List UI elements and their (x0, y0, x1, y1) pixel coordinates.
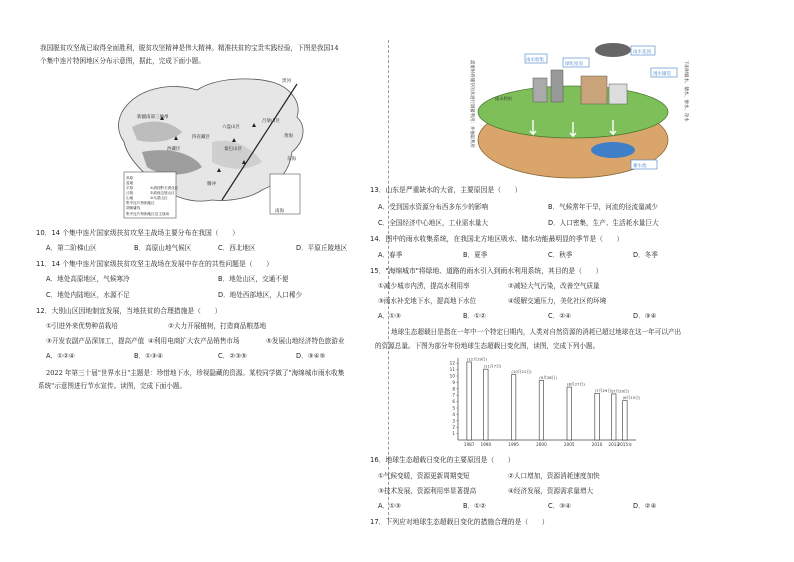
y-tick-label: 9 (452, 379, 455, 385)
q13-option-d[interactable]: D．人口密集，生产、生活耗水量巨大 (548, 219, 659, 227)
chart-bar (612, 394, 617, 440)
q15-item-3: ③雨水补充地下水，提高地下水位 (378, 297, 477, 305)
chart-bar (595, 393, 600, 440)
q12-option-b[interactable]: B．①③④ (134, 352, 163, 360)
y-tick-label: 7 (452, 392, 455, 398)
diagram-label: 雨水利用 (495, 96, 512, 101)
question-17: 17．下列应对地球生态超载日变化的措施合理的是（ ） (370, 518, 549, 526)
q10-option-d[interactable]: D．平原丘陵地区 (296, 244, 348, 252)
q15-option-d[interactable]: D．③④ (633, 312, 657, 320)
passage-intro-2b: 系统"示意图进行节水宣传。读图，完成下面小题。 (38, 382, 187, 390)
q10-option-c[interactable]: C．西北地区 (218, 244, 256, 252)
q13-option-c[interactable]: C．全国经济中心地区，工业需水量大 (378, 219, 489, 227)
legend-item: 平原 (126, 186, 134, 190)
q16-option-d[interactable]: D．②④ (633, 502, 657, 510)
legend-item: ②滇西边境山区 (150, 191, 175, 195)
bar-data-label: (8月27日) (567, 381, 585, 387)
q16-item-1: ①气候变暖，资源更新周期变短 (378, 472, 470, 480)
bar-data-label: (9月28日) (539, 375, 557, 381)
y-ticks (450, 361, 458, 436)
y-tick-label: 6 (452, 399, 455, 405)
passage-intro-1: 我国脱贫攻坚战已取得全面胜利，脱贫攻坚精神是伟大精神。精准扶贫的宝贵实践经验，下图是我国14 (40, 44, 339, 52)
legend-item: 山地 (126, 196, 134, 200)
passage-intro-3b: 的资源总量。下图为部分年份地球生态超载日变化图，读图，完成下列小题。 (375, 342, 600, 350)
map-label: 吕梁山区 (262, 119, 280, 124)
x-tick-label: 2005 (563, 442, 575, 447)
x-tick-label: 1995 (508, 442, 519, 447)
overshoot-day-chart (440, 354, 640, 450)
q12-item-4: ④利用电商扩大农产品销售市场 (148, 337, 240, 345)
storage-pool (591, 142, 635, 158)
q15-item-1: ①减少城市内涝，提高水利用率 (378, 282, 470, 290)
y-tick-label: 2 (452, 424, 455, 430)
q15-option-b[interactable]: B．①② (463, 312, 486, 320)
map-label: 黄海 (284, 134, 293, 139)
legend-item: 丘陵 (126, 191, 134, 195)
y-tick-label: 11 (449, 367, 455, 373)
q11-option-c[interactable]: C．地处内陆地区，水源不足 (46, 291, 130, 299)
bar-data-label: (7月29日) (594, 387, 613, 393)
y-tick-label: 12 (449, 360, 455, 366)
q16-item-3: ③技术发展，资源利用率显著提高 (378, 487, 477, 495)
q13-option-b[interactable]: B．气候常年干旱，河流的径流量减少 (548, 203, 659, 211)
bar-data-label: (6月15日) (622, 395, 640, 401)
bar-data-label: (12月19日) (466, 356, 488, 362)
legend-item: ①滇桂黔石漠化区 (150, 186, 179, 190)
q11-option-b[interactable]: B．地处山区，交通不便 (218, 275, 289, 283)
column-divider (388, 40, 389, 520)
x-tick-label: 2000 (536, 442, 547, 447)
q15-item-4: ④缓解交通压力，美化社区的环境 (508, 297, 607, 305)
building-icon (581, 76, 607, 104)
bar-data-label: (7月20日) (611, 388, 630, 394)
sponge-city-svg (463, 40, 693, 180)
chart-svg (440, 354, 640, 450)
q16-item-4: ④经济发展，资源需求量增大 (508, 487, 594, 495)
diagram-label: 蓄水池 (633, 164, 647, 169)
chart-bar (623, 401, 628, 440)
legend-item: 高原 (126, 176, 134, 180)
map-label: 西藏区 (167, 147, 181, 152)
diagram-label: 雨水花园 (633, 50, 651, 55)
legend-item: 胡焕庸线 (126, 206, 141, 210)
building-icon (551, 70, 563, 102)
legend-item: 集中连片特困地区 (126, 201, 155, 205)
map-label: 南海 (275, 209, 284, 214)
map-label: 新疆南部三地州 (137, 115, 169, 120)
x-tick-label: 1990 (480, 442, 492, 447)
diagram-label: 绿化屋顶 (565, 62, 583, 67)
q16-item-2: ②人口增加，资源消耗速度加快 (508, 472, 600, 480)
chart-bar (567, 387, 572, 440)
diagram-label: 透水铺装 (653, 72, 671, 77)
left-vertical-caption (469, 60, 476, 148)
q12-item-2: ②大力开展植树，打造商品粮基地 (168, 322, 267, 330)
question-16: 16．地球生态超载日变化的主要原因是（ ） (370, 456, 515, 464)
map-label: 东海 (287, 157, 296, 162)
x-tick-label: 2015年 (617, 442, 633, 447)
cloud-icon (595, 43, 631, 57)
diagram-caption: 需要时将储存的水进行调蓄利用：井抽取利用 (469, 60, 474, 148)
x-tick-label: 1987 (463, 442, 475, 447)
q12-item-1: ①引进外来优势种苗栽培 (46, 322, 118, 330)
china-poverty-map (112, 72, 312, 220)
question-12: 12．大别山区因地制宜发展，当地扶贫的合理措施是（ ） (36, 307, 222, 315)
chart-bar (467, 362, 472, 440)
chart-bars (467, 356, 640, 440)
q16-option-b[interactable]: B．①② (463, 502, 486, 510)
y-tick-label: 1 (452, 431, 455, 437)
south-sea-inset (270, 174, 300, 214)
q12-item-5: ⑤发展山地经济特色旅游业 (266, 337, 345, 345)
q10-option-b[interactable]: B．高原山地气候区 (134, 244, 192, 252)
chart-bar (539, 381, 544, 440)
q14-option-c[interactable]: C．秋季 (548, 251, 573, 259)
map-label: 黑河 (282, 79, 291, 84)
q13-option-a[interactable]: A．受到国水资源分布西多东少的影响 (378, 203, 489, 211)
q15-option-a[interactable]: A．①③ (378, 312, 401, 320)
q14-option-b[interactable]: B．夏季 (463, 251, 488, 259)
question-10: 10．14 个集中连片国家级扶贫攻坚主战场主要分布在我国（ ） (36, 229, 239, 237)
passage-intro-3: 地球生态超载日是指在一年中一个特定日期内，人类对自然资源的消耗已超过地球在这一年可以产出 (391, 328, 682, 336)
q10-option-a[interactable]: A．第二阶梯山区 (46, 244, 97, 252)
x-tick-label: 2013 (608, 442, 620, 447)
question-11: 11．14 个集中连片国家级扶贫攻坚主战场在发展中存在的共性问题是（ ） (36, 260, 273, 268)
legend-item: 盆地 (126, 181, 134, 185)
bar-data-label: (10月21日) (511, 369, 532, 375)
q15-item-2: ②减轻大气污染，改善空气质量 (508, 282, 600, 290)
q12-option-d[interactable]: D．③④⑤ (296, 352, 326, 360)
q16-option-c[interactable]: C．③④ (548, 502, 572, 510)
building-icon (533, 78, 547, 102)
map-label: 秦巴山区 (224, 147, 242, 152)
chart-bar (484, 369, 489, 440)
question-13: 13．山东是严重缺水的大省，主要原因是（ ） (370, 186, 522, 194)
q12-option-a[interactable]: A．①②④ (46, 352, 75, 360)
x-ticks (464, 441, 633, 448)
question-15: 15．"海绵城市"将绿地、道路的雨水引入到雨水利用系统，其目的是（ ） (370, 267, 603, 275)
q11-option-a[interactable]: A．地处高原地区，气候寒冷 (46, 275, 130, 283)
y-tick-label: 4 (452, 411, 455, 417)
map-label: 四省藏区 (192, 135, 210, 140)
q14-option-a[interactable]: A．春季 (378, 251, 403, 259)
q11-option-d[interactable]: D．地处西部地区，人口稀少 (218, 291, 303, 299)
chart-bar (511, 375, 516, 440)
passage-intro-2: 2022 年第三十届"世界水日"主题是：珍惜地下水，珍视隐藏的资源。某校同学做了"海绵城市雨水收集 (46, 369, 345, 377)
legend-item: ③乌蒙山区 (150, 196, 168, 200)
x-tick-label: 2010 (591, 442, 603, 447)
q12-item-3: ③开发农副产品深加工，提高产值 (46, 337, 145, 345)
bar-data-label: (11月7日) (483, 363, 502, 369)
q15-option-c[interactable]: C．②④ (548, 312, 572, 320)
y-tick-label: 8 (452, 386, 455, 392)
diagram-caption: 下雨时吸水、储水、渗水、净水 (683, 60, 688, 122)
passage-intro-1b: 个集中连片特困地区分布示意图，据此，完成下面小题。 (40, 57, 205, 65)
y-tick-label: 3 (452, 418, 455, 424)
y-tick-label: 5 (452, 405, 455, 411)
question-14: 14．图中的雨水收集系统，在我国北方地区吸水、储水功能最明显的季节是（ ） (370, 235, 624, 243)
map-svg (112, 72, 312, 220)
right-vertical-caption (683, 60, 690, 122)
q14-option-d[interactable]: D．冬季 (633, 251, 658, 259)
building-icon (609, 84, 627, 104)
map-label: 六盘山区 (222, 125, 240, 130)
map-label: 腾冲 (207, 182, 216, 187)
q16-option-a[interactable]: A．①③ (378, 502, 401, 510)
sponge-city-diagram (463, 40, 693, 180)
q12-option-c[interactable]: C．②③⑤ (218, 352, 247, 360)
diagram-label: 雨水收集 (526, 58, 544, 63)
y-tick-label: 10 (449, 373, 455, 379)
legend-item: 集中连片特困地区及主战场 (126, 212, 170, 216)
